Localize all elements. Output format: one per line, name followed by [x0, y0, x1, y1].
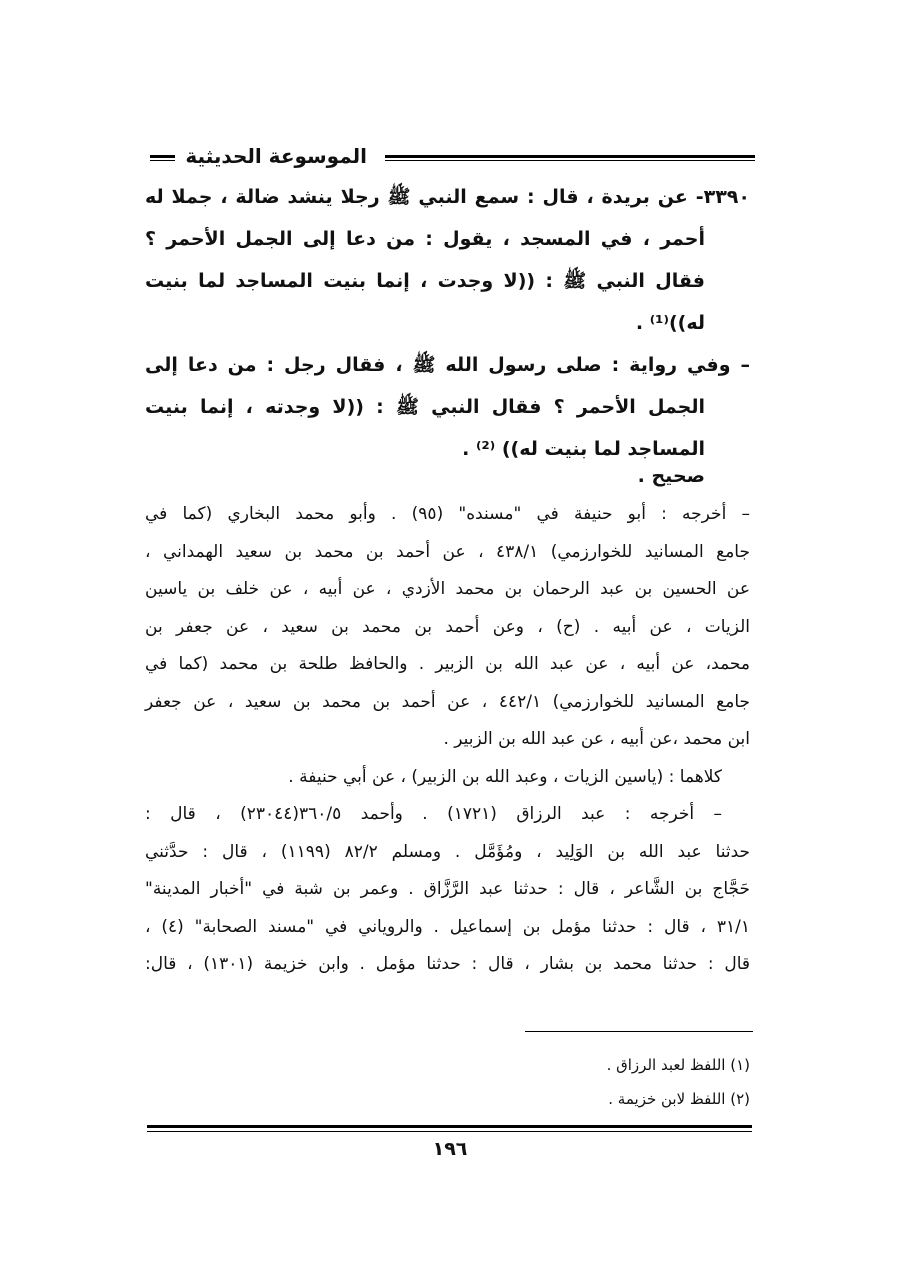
body-line: الزيات ، عن أبيه . (ح) ، وعن أحمد بن محمد بن سعيد ، عن جعفر بن [145, 616, 750, 637]
verdict: صحيح . [637, 465, 705, 487]
body-line: – أخرجه : أبو حنيفة في "مسنده" (٩٥) . وأبو محمد البخاري (كما في [145, 504, 750, 524]
body-line: ٣١/١ ، قال : حدثنا مؤمل بن إسماعيل . والروياني في "مسند الصحابة" (٤) ، [145, 916, 750, 937]
body-line: حدثنا عبد الله بن الوَلِيد ، ومُؤَمَّل . ومسلم ٨٢/٢ (١١٩٩) ، قال : حدَّثني [145, 841, 750, 862]
body-line: عن الحسين بن عبد الرحمان بن محمد الأزدي ، عن أبيه ، عن خلف بن ياسين [145, 579, 750, 599]
body-line: جامع المسانيد للخوارزمي) ٤٤٢/١ ، عن أحمد بن محمد بن سعيد ، عن جعفر [145, 691, 751, 712]
body-line: محمد، عن أبيه ، عن عبد الله بن الزبير . والحافظ طلحة بن محمد (كما في [145, 654, 750, 674]
body-line: كلاهما : (ياسين الزيات ، وعبد الله بن الزبير) ، عن أبي حنيفة . [288, 766, 722, 787]
body-line: جامع المسانيد للخوارزمي) ٤٣٨/١ ، عن أحمد بن محمد بن سعيد الهمداني ، [145, 541, 750, 562]
footer-rule [147, 1125, 752, 1132]
page-number: ١٩٦ [432, 1138, 468, 1160]
body-line: حَجَّاج بن الشَّاعر ، قال : حدثنا عبد الرَّزَّاق . وعمر بن شبة في "أخبار المدينة" [145, 879, 750, 899]
commentary [145, 456, 750, 984]
hadith-line: له))⁽¹⁾ . [635, 312, 705, 334]
footnote: (٢) اللفظ لابن خزيمة . [608, 1090, 750, 1108]
hadith-line: الجمل الأحمر ؟ فقال النبي ﷺ : ((لا وجدته ، إنما بنيت [145, 396, 705, 418]
body-line: قال : حدثنا محمد بن بشار ، قال : حدثنا مؤمل . وابن خزيمة (١٣٠١) ، قال: [145, 954, 751, 974]
hadith-line: المساجد لما بنيت له)) ⁽²⁾ . [462, 438, 705, 460]
footnotes [145, 1048, 750, 1116]
hadith-line: فقال النبي ﷺ : ((لا وجدت ، إنما بنيت المساجد لما بنيت [145, 270, 705, 292]
footnote: (١) اللفظ لعبد الرزاق . [606, 1056, 750, 1074]
running-header [150, 142, 755, 172]
hadith-line: – وفي رواية : صلى رسول الله ﷺ ، فقال رجل : من دعا إلى [145, 354, 750, 376]
body-line: ابن محمد ،عن أبيه ، عن عبد الله بن الزبير . [443, 729, 750, 749]
hadith-line: ٣٣٩٠- عن بريدة ، قال : سمع النبي ﷺ رجلا ينشد ضالة ، جملا له [145, 186, 750, 208]
footnote-separator [525, 1031, 753, 1032]
body-line: – أخرجه : عبد الرزاق (١٧٢١) . وأحمد ٣٦٠/٥(٢٣٠٤٤) ، قال : [145, 804, 723, 824]
hadith-block [145, 176, 750, 470]
hadith-line: أحمر ، في المسجد ، يقول : من دعا إلى الجمل الأحمر ؟ [145, 228, 705, 250]
header-title: الموسوعة الحديثية [175, 142, 377, 170]
header-rule-right [385, 155, 755, 161]
